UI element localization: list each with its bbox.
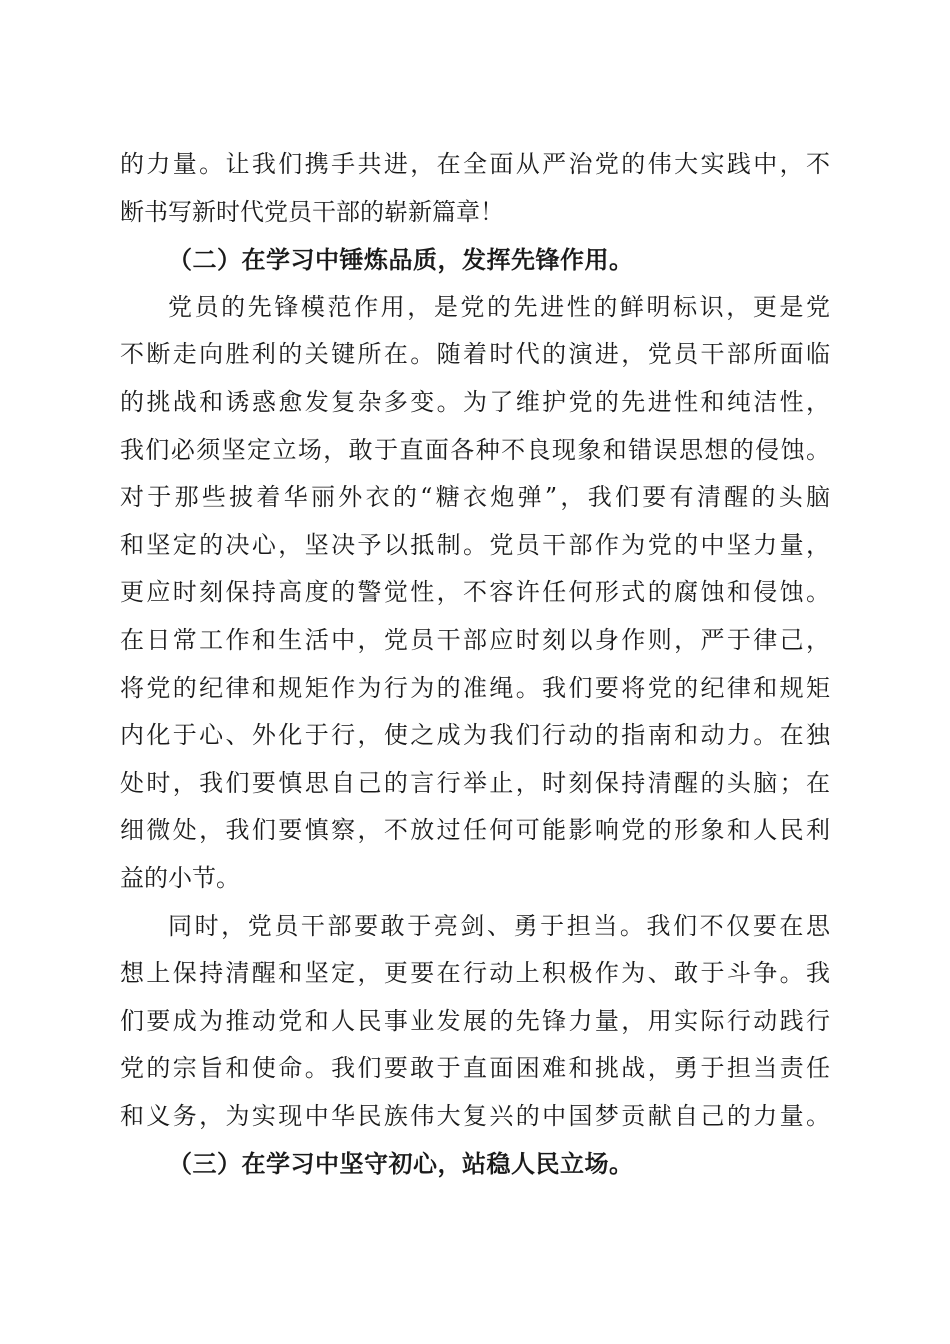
text-line: 细微处，我们要慎察，不放过任何可能影响党的形象和人民利: [120, 816, 830, 845]
text-line: 想上保持清醒和坚定，更要在行动上积极作为、敢于斗争。我: [120, 959, 830, 988]
paragraph-first-line: 党员的先锋模范作用，是党的先进性的鲜明标识，更是党: [168, 292, 830, 321]
text-line: 的力量。让我们携手共进，在全面从严治党的伟大实践中，不: [120, 150, 830, 178]
text-line: 们要成为推动党和人民事业发展的先锋力量，用实际行动践行: [120, 1006, 830, 1035]
text-line: 和义务，为实现中华民族伟大复兴的中国梦贡献自己的力量。: [120, 1101, 830, 1130]
text-line: 益的小节。: [120, 863, 240, 892]
text-line: 我们必须坚定立场，敢于直面各种不良现象和错误思想的侵蚀。: [120, 435, 830, 464]
text-line: 将党的纪律和规矩作为行为的准绳。我们要将党的纪律和规矩: [120, 673, 830, 702]
document-body: [120, 141, 830, 1188]
section-heading: （二）在学习中锤炼品质，发挥先锋作用。: [168, 245, 634, 275]
text-line: 处时，我们要慎思自己的言行举止，时刻保持清醒的头脑；在: [120, 768, 830, 797]
text-line: 党的宗旨和使命。我们要敢于直面困难和挑战，勇于担当责任: [120, 1054, 830, 1083]
paragraph-first-line: 同时，党员干部要敢于亮剑、勇于担当。我们不仅要在思: [168, 911, 830, 940]
text-line: 在日常工作和生活中，党员干部应时刻以身作则，严于律己，: [120, 625, 830, 654]
text-line: 不断走向胜利的关键所在。随着时代的演进，党员干部所面临: [120, 340, 830, 369]
text-line: 断书写新时代党员干部的崭新篇章！: [120, 197, 504, 226]
text-line: 对于那些披着华丽外衣的“糖衣炮弹”，我们要有清醒的头脑: [120, 483, 830, 512]
text-line: 更应时刻保持高度的警觉性，不容许任何形式的腐蚀和侵蚀。: [120, 578, 830, 607]
text-line: 的挑战和诱惑愈发复杂多变。为了维护党的先进性和纯洁性，: [120, 387, 830, 416]
text-line: 内化于心、外化于行，使之成为我们行动的指南和动力。在独: [120, 721, 830, 750]
text-line: 和坚定的决心，坚决予以抵制。党员干部作为党的中坚力量，: [120, 530, 830, 559]
section-heading: （三）在学习中坚守初心，站稳人民立场。: [168, 1149, 634, 1179]
